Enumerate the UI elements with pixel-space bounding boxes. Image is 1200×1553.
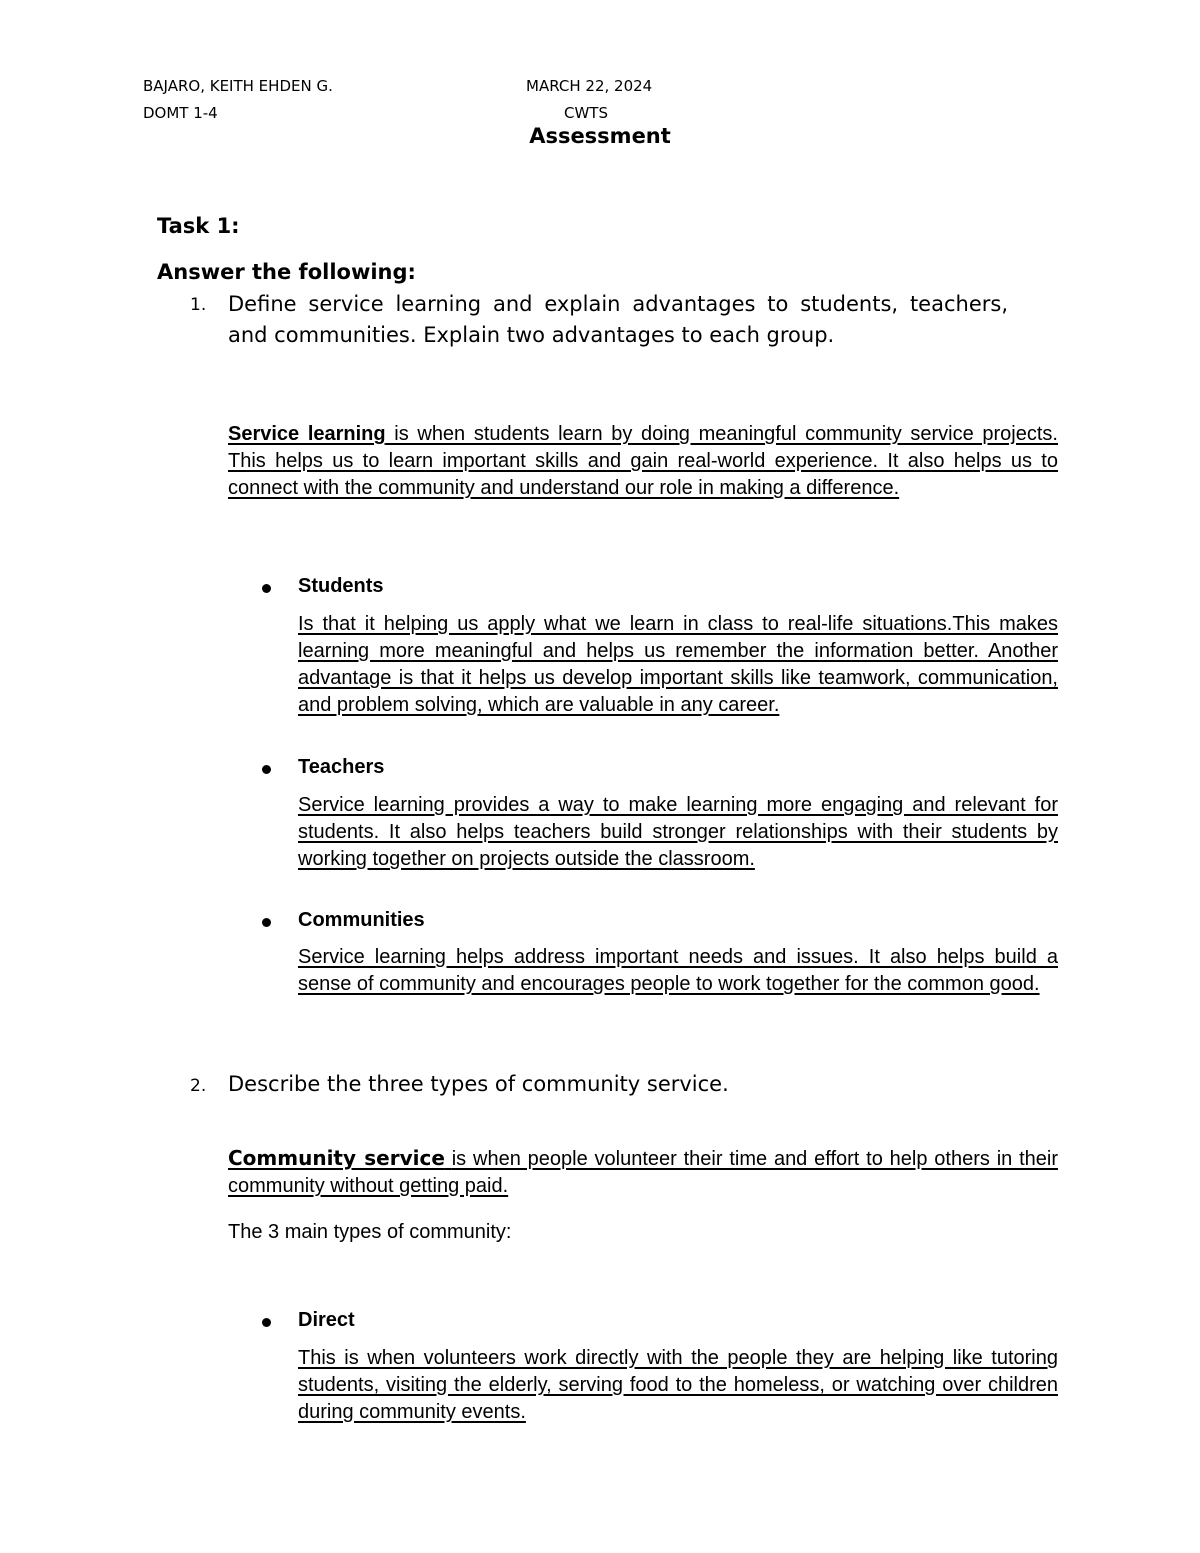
q1-definition-text: is when students learn by doing meaningful community service projects. This helps us to learn important skills and gain real-world experience. It also helps us to connect with the community and understand our role in making a difference. [228, 423, 1058, 499]
q2-definition-term: Community service [228, 1146, 445, 1170]
q1-definition [228, 421, 1058, 502]
group-teachers-label: Teachers [298, 756, 385, 778]
question-1-text: Define service learning and explain advantages to students, teachers, and communities. Explain two advantages to each group. [228, 292, 1008, 347]
types-intro: The 3 main types of community: [228, 1221, 512, 1243]
bullet-icon [262, 1318, 271, 1327]
group-communities-text: Service learning helps address important needs and issues. It also helps build a sense of community and encourages people to work together for the common good. [298, 946, 1058, 995]
group-students-text: Is that it helping us apply what we learn in class to real-life situations.This makes learning more meaningful and helps us remember the information better. Another advantage is that it helps us develop important skills like teamwork, communication, and problem solving, which are valuable in any career. [298, 613, 1058, 716]
question-1-number: 1. [190, 295, 207, 315]
task-instruction: Answer the following: [157, 260, 416, 284]
question-2-number: 2. [190, 1076, 207, 1096]
question-2-text: Describe the three types of community service. [228, 1072, 729, 1096]
task-label: Task 1: [157, 214, 240, 238]
page-title: Assessment [529, 124, 671, 148]
subject-label: CWTS [564, 104, 608, 122]
q1-definition-term: Service learning [228, 423, 386, 445]
group-teachers-text: Service learning provides a way to make learning more engaging and relevant for students. It also helps teachers build stronger relationships with their students by working together on projects outside the classroom. [298, 794, 1058, 870]
group-communities-label: Communities [298, 909, 425, 931]
student-name: BAJARO, KEITH EHDEN G. [143, 77, 333, 95]
bullet-icon [262, 918, 271, 927]
q2-definition-text: is when people volunteer their time and effort to help others in their community without getting paid. [228, 1148, 1059, 1197]
document-date: MARCH 22, 2024 [526, 77, 653, 95]
bullet-icon [262, 765, 271, 774]
student-section: DOMT 1-4 [143, 104, 218, 122]
type-direct-text: This is when volunteers work directly with the people they are helping like tutoring students, visiting the elderly, serving food to the homeless, or watching over children during community events. [298, 1347, 1058, 1423]
type-direct-label: Direct [298, 1309, 355, 1331]
bullet-icon [262, 584, 271, 593]
q2-definition [228, 1145, 1058, 1200]
group-students-label: Students [298, 575, 384, 597]
